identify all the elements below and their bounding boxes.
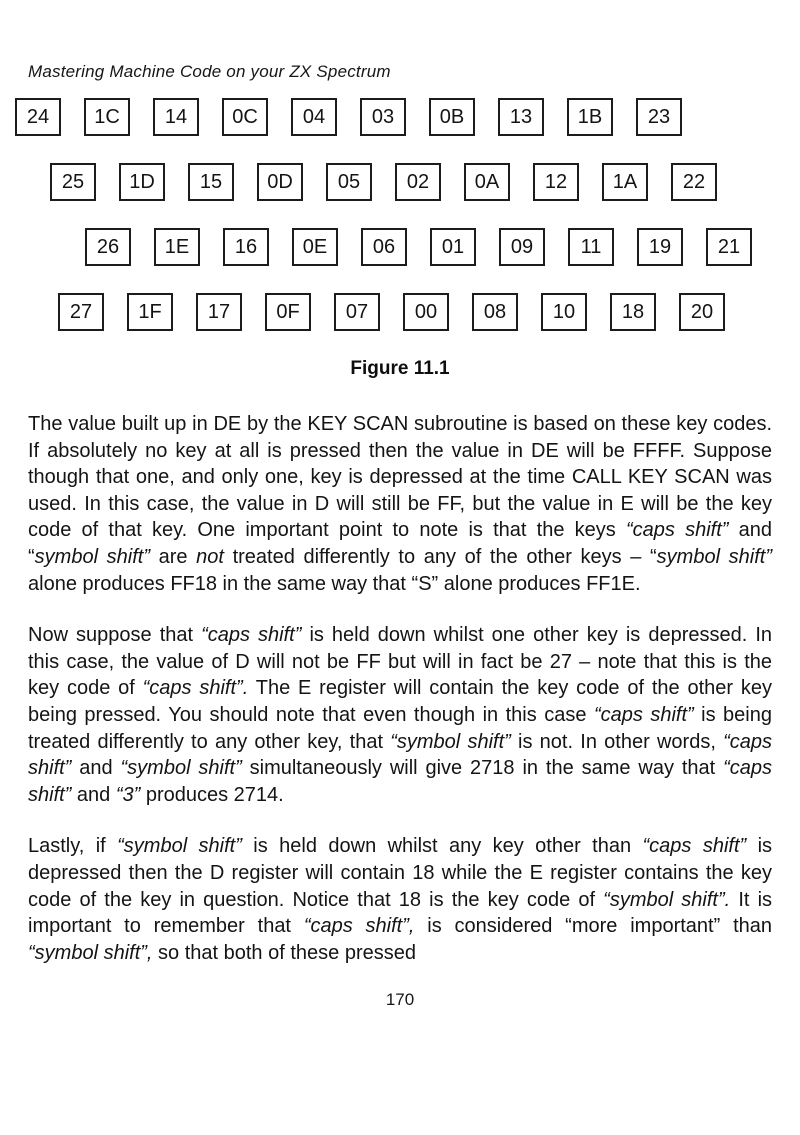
paragraph bbox=[28, 833, 772, 966]
keycode-box: 11 bbox=[568, 228, 614, 266]
keycode-box: 0B bbox=[429, 98, 475, 136]
text-segment: Lastly, if bbox=[28, 835, 118, 858]
emphasis-text: “symbol shift” bbox=[390, 730, 511, 753]
keycode-box: 10 bbox=[541, 293, 587, 331]
text-segment: and bbox=[71, 757, 121, 780]
text-segment: is held down whilst one other key is depressed. In this case, the value of D will not be FF but will in fact be 27 – note that this is the key code of bbox=[28, 624, 773, 700]
text-segment: produces 2714. bbox=[140, 783, 284, 806]
text-segment: is considered “more important” than bbox=[414, 915, 772, 938]
keycode-box: 1F bbox=[127, 293, 173, 331]
text-segment: and “ bbox=[28, 519, 772, 568]
emphasis-text: “symbol shift”, bbox=[28, 941, 153, 964]
keycode-row bbox=[15, 98, 800, 136]
keycode-box: 15 bbox=[188, 163, 234, 201]
keycode-row bbox=[58, 293, 800, 331]
keycode-box: 18 bbox=[610, 293, 656, 331]
paragraph bbox=[28, 411, 772, 597]
keycode-box: 1D bbox=[119, 163, 165, 201]
emphasis-text: “caps shift”, bbox=[303, 915, 415, 938]
text-segment: is depressed then the D register will contain 18 while the E register contains the key code of the key in question. Notice that 18 is the key code of bbox=[28, 835, 773, 911]
emphasis-text: “symbol shift” bbox=[120, 757, 242, 780]
running-header: Mastering Machine Code on your ZX Spectrum bbox=[28, 62, 391, 81]
keycode-box: 0C bbox=[222, 98, 268, 136]
keycode-box: 03 bbox=[360, 98, 406, 136]
keycode-row bbox=[85, 228, 800, 266]
text-segment: Now suppose that bbox=[28, 624, 202, 647]
emphasis-text: “caps shift”. bbox=[142, 677, 249, 700]
keycode-box: 1E bbox=[154, 228, 200, 266]
page-number: 170 bbox=[385, 990, 415, 1010]
text-segment: treated differently to any of the other keys – “ bbox=[223, 545, 657, 568]
emphasis-text: “caps shift” bbox=[593, 703, 694, 726]
body-text bbox=[28, 411, 772, 966]
keycode-box: 1C bbox=[84, 98, 130, 136]
text-segment: so that both of these pressed bbox=[152, 941, 416, 964]
keycode-box: 23 bbox=[636, 98, 682, 136]
emphasis-text: “caps shift” bbox=[28, 730, 772, 780]
text-segment: and bbox=[71, 783, 116, 806]
text-segment: It is important to remember that bbox=[28, 888, 773, 938]
keycode-box: 0E bbox=[292, 228, 338, 266]
emphasis-text: “caps shift” bbox=[201, 624, 302, 647]
paragraph bbox=[28, 622, 772, 808]
figure-caption: Figure 11.1 bbox=[350, 358, 450, 379]
keycode-box: 12 bbox=[533, 163, 579, 201]
emphasis-text: symbol shift” bbox=[656, 545, 772, 568]
keycode-box: 21 bbox=[706, 228, 752, 266]
keycode-box: 1A bbox=[602, 163, 648, 201]
emphasis-text: not bbox=[196, 545, 224, 568]
emphasis-text: “symbol shift”. bbox=[603, 888, 731, 911]
keycode-box: 20 bbox=[679, 293, 725, 331]
keycode-box: 26 bbox=[85, 228, 131, 266]
text-segment: The E register will contain the key code of the other key being pressed. You should note that even though in this case bbox=[28, 677, 773, 726]
emphasis-text: “caps shift” bbox=[642, 835, 747, 858]
keycode-box: 1B bbox=[567, 98, 613, 136]
keycode-box: 0D bbox=[257, 163, 303, 201]
keycode-box: 16 bbox=[223, 228, 269, 266]
keycode-box: 08 bbox=[472, 293, 518, 331]
keycode-box: 02 bbox=[395, 163, 441, 201]
keycode-box: 22 bbox=[671, 163, 717, 201]
keycode-box: 07 bbox=[334, 293, 380, 331]
keycode-box: 13 bbox=[498, 98, 544, 136]
emphasis-text: “caps shift” bbox=[625, 519, 729, 542]
text-segment: alone produces FF18 in the same way that “S” alone produces FF1E. bbox=[28, 572, 641, 595]
text-segment: is not. In other words, bbox=[510, 730, 724, 753]
keycode-figure bbox=[0, 98, 800, 380]
keycode-box: 24 bbox=[15, 98, 61, 136]
keycode-box: 14 bbox=[153, 98, 199, 136]
text-segment: is being treated differently to any other key, that bbox=[28, 703, 772, 753]
text-segment: The value built up in DE by the KEY SCAN subroutine is based on these key codes. If absolutely no key at all is pressed then the value in DE will be FFFF. Suppose though that one, and only one, key is depressed at the time CALL KEY SCAN was used. In this case, the value in D will still be FF, but the value in E will be the key code of that key. One important point to note is that the keys bbox=[28, 413, 772, 542]
text-segment: simultaneously will give 2718 in the same way that bbox=[241, 757, 724, 780]
keycode-box: 27 bbox=[58, 293, 104, 331]
emphasis-text: “3” bbox=[115, 783, 141, 806]
emphasis-text: symbol shift” bbox=[34, 545, 150, 568]
text-segment: are bbox=[149, 545, 197, 568]
keycode-box: 17 bbox=[196, 293, 242, 331]
keycode-box: 0F bbox=[265, 293, 311, 331]
keycode-box: 0A bbox=[464, 163, 510, 201]
keycode-row bbox=[50, 163, 800, 201]
emphasis-text: “symbol shift” bbox=[117, 835, 242, 858]
text-segment: is held down whilst any key other than bbox=[241, 835, 643, 858]
keycode-box: 00 bbox=[403, 293, 449, 331]
keycode-box: 25 bbox=[50, 163, 96, 201]
keycode-rows bbox=[0, 98, 800, 331]
keycode-box: 01 bbox=[430, 228, 476, 266]
keycode-box: 19 bbox=[637, 228, 683, 266]
keycode-box: 09 bbox=[499, 228, 545, 266]
emphasis-text: “caps shift” bbox=[28, 757, 773, 806]
keycode-box: 06 bbox=[361, 228, 407, 266]
keycode-box: 04 bbox=[291, 98, 337, 136]
keycode-box: 05 bbox=[326, 163, 372, 201]
